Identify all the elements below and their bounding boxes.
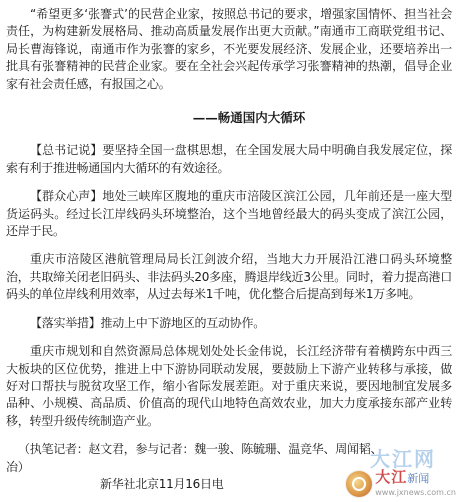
action-text: 推动上中下游地区的互动协作。 [100, 315, 266, 330]
section-title: ——畅通国内大循环 [192, 110, 306, 126]
spacer [6, 332, 452, 343]
scene-text: 地处三峡库区腹地的重庆市涪陵区滨江公园，几年前还是一座大型货运码头。经过长江岸线码头环境整治，这个当地曾经最大的码头变成了滨江公园，还岸于民。 [6, 189, 452, 239]
action-detail-paragraph: 重庆市规划和自然资源局总体规划处处长金伟说，长江经济带有着横跨东中西三大板块的区位优势，推进上中下游协同联动发展，要鼓励上下游产业转移与承接，做好对口帮扶与脱贫攻坚工作，缩小省际发展差距。对于重庆来说，要因地制宜发展多品种、小规模、高品质、价值高的现代山地特色高效农业，加大力度承接东部产业转移，转型升级传统制造产业。 [6, 344, 452, 428]
credit-wrap: 冶） [6, 459, 30, 474]
credit-line: （执笔记者：赵文君，参与记者：魏一骏、陈毓珊、温竞华、周闻韬、 [18, 442, 383, 457]
quote-text: 要坚持全国一盘棋思想，在全国发展大局中明确自我发展定位，探索有利于推进畅通国内大循环的有效途径。 [6, 143, 452, 175]
spacer [6, 430, 452, 441]
spacer [6, 126, 452, 142]
scene-detail-paragraph: 重庆市涪陵区港航管理局局长江剑波介绍，当地大力开展沿江港口码头环境整治，共取缔关闭老旧码头、非法码头20多座，腾退岸线近3公里。同时，着力提高港口码头的单位岸线利用效率，从过去每米1千吨，优化整合后提高到每米1万多吨。 [6, 252, 452, 302]
dateline: 新华社北京11月16日电 [100, 476, 224, 491]
watermark-emblem-icon [346, 471, 372, 497]
scene-paragraph [6, 188, 452, 240]
action-tag: 【落实举措】 [30, 315, 101, 330]
spacer [6, 240, 452, 251]
watermark-sub: 新闻 [407, 472, 430, 485]
intro-paragraph: “希望更多‘张謇式’的民营企业家，按照总书记的要求，增强家国情怀、担当社会责任，为构建新发展格局、推动高质量发展作出更大贡献。”南通市工商联党组书记、局长曹海锋说，南通市作为张謇的家乡，不光要发展经济、发展企业，还要培养出一批具有张謇精神的民营企业家。要在全社会兴起传承学习张謇精神的热潮，倡导企业家有社会责任感，有报国之心。 [6, 7, 452, 91]
spacer [6, 177, 452, 188]
watermark-text [375, 469, 456, 499]
quote-paragraph [6, 142, 452, 177]
watermark-name: 大江新闻 [375, 468, 430, 486]
action-paragraph [6, 315, 452, 332]
watermark-faint: 大江网 [370, 447, 436, 471]
watermark-domain: www.jxnews.com.cn [375, 488, 456, 497]
scene-tag: 【群众心声】 [30, 189, 103, 204]
watermark-logo [346, 469, 456, 499]
spacer [6, 304, 452, 315]
quote-tag: 【总书记说】 [30, 143, 103, 158]
spacer [6, 93, 452, 109]
